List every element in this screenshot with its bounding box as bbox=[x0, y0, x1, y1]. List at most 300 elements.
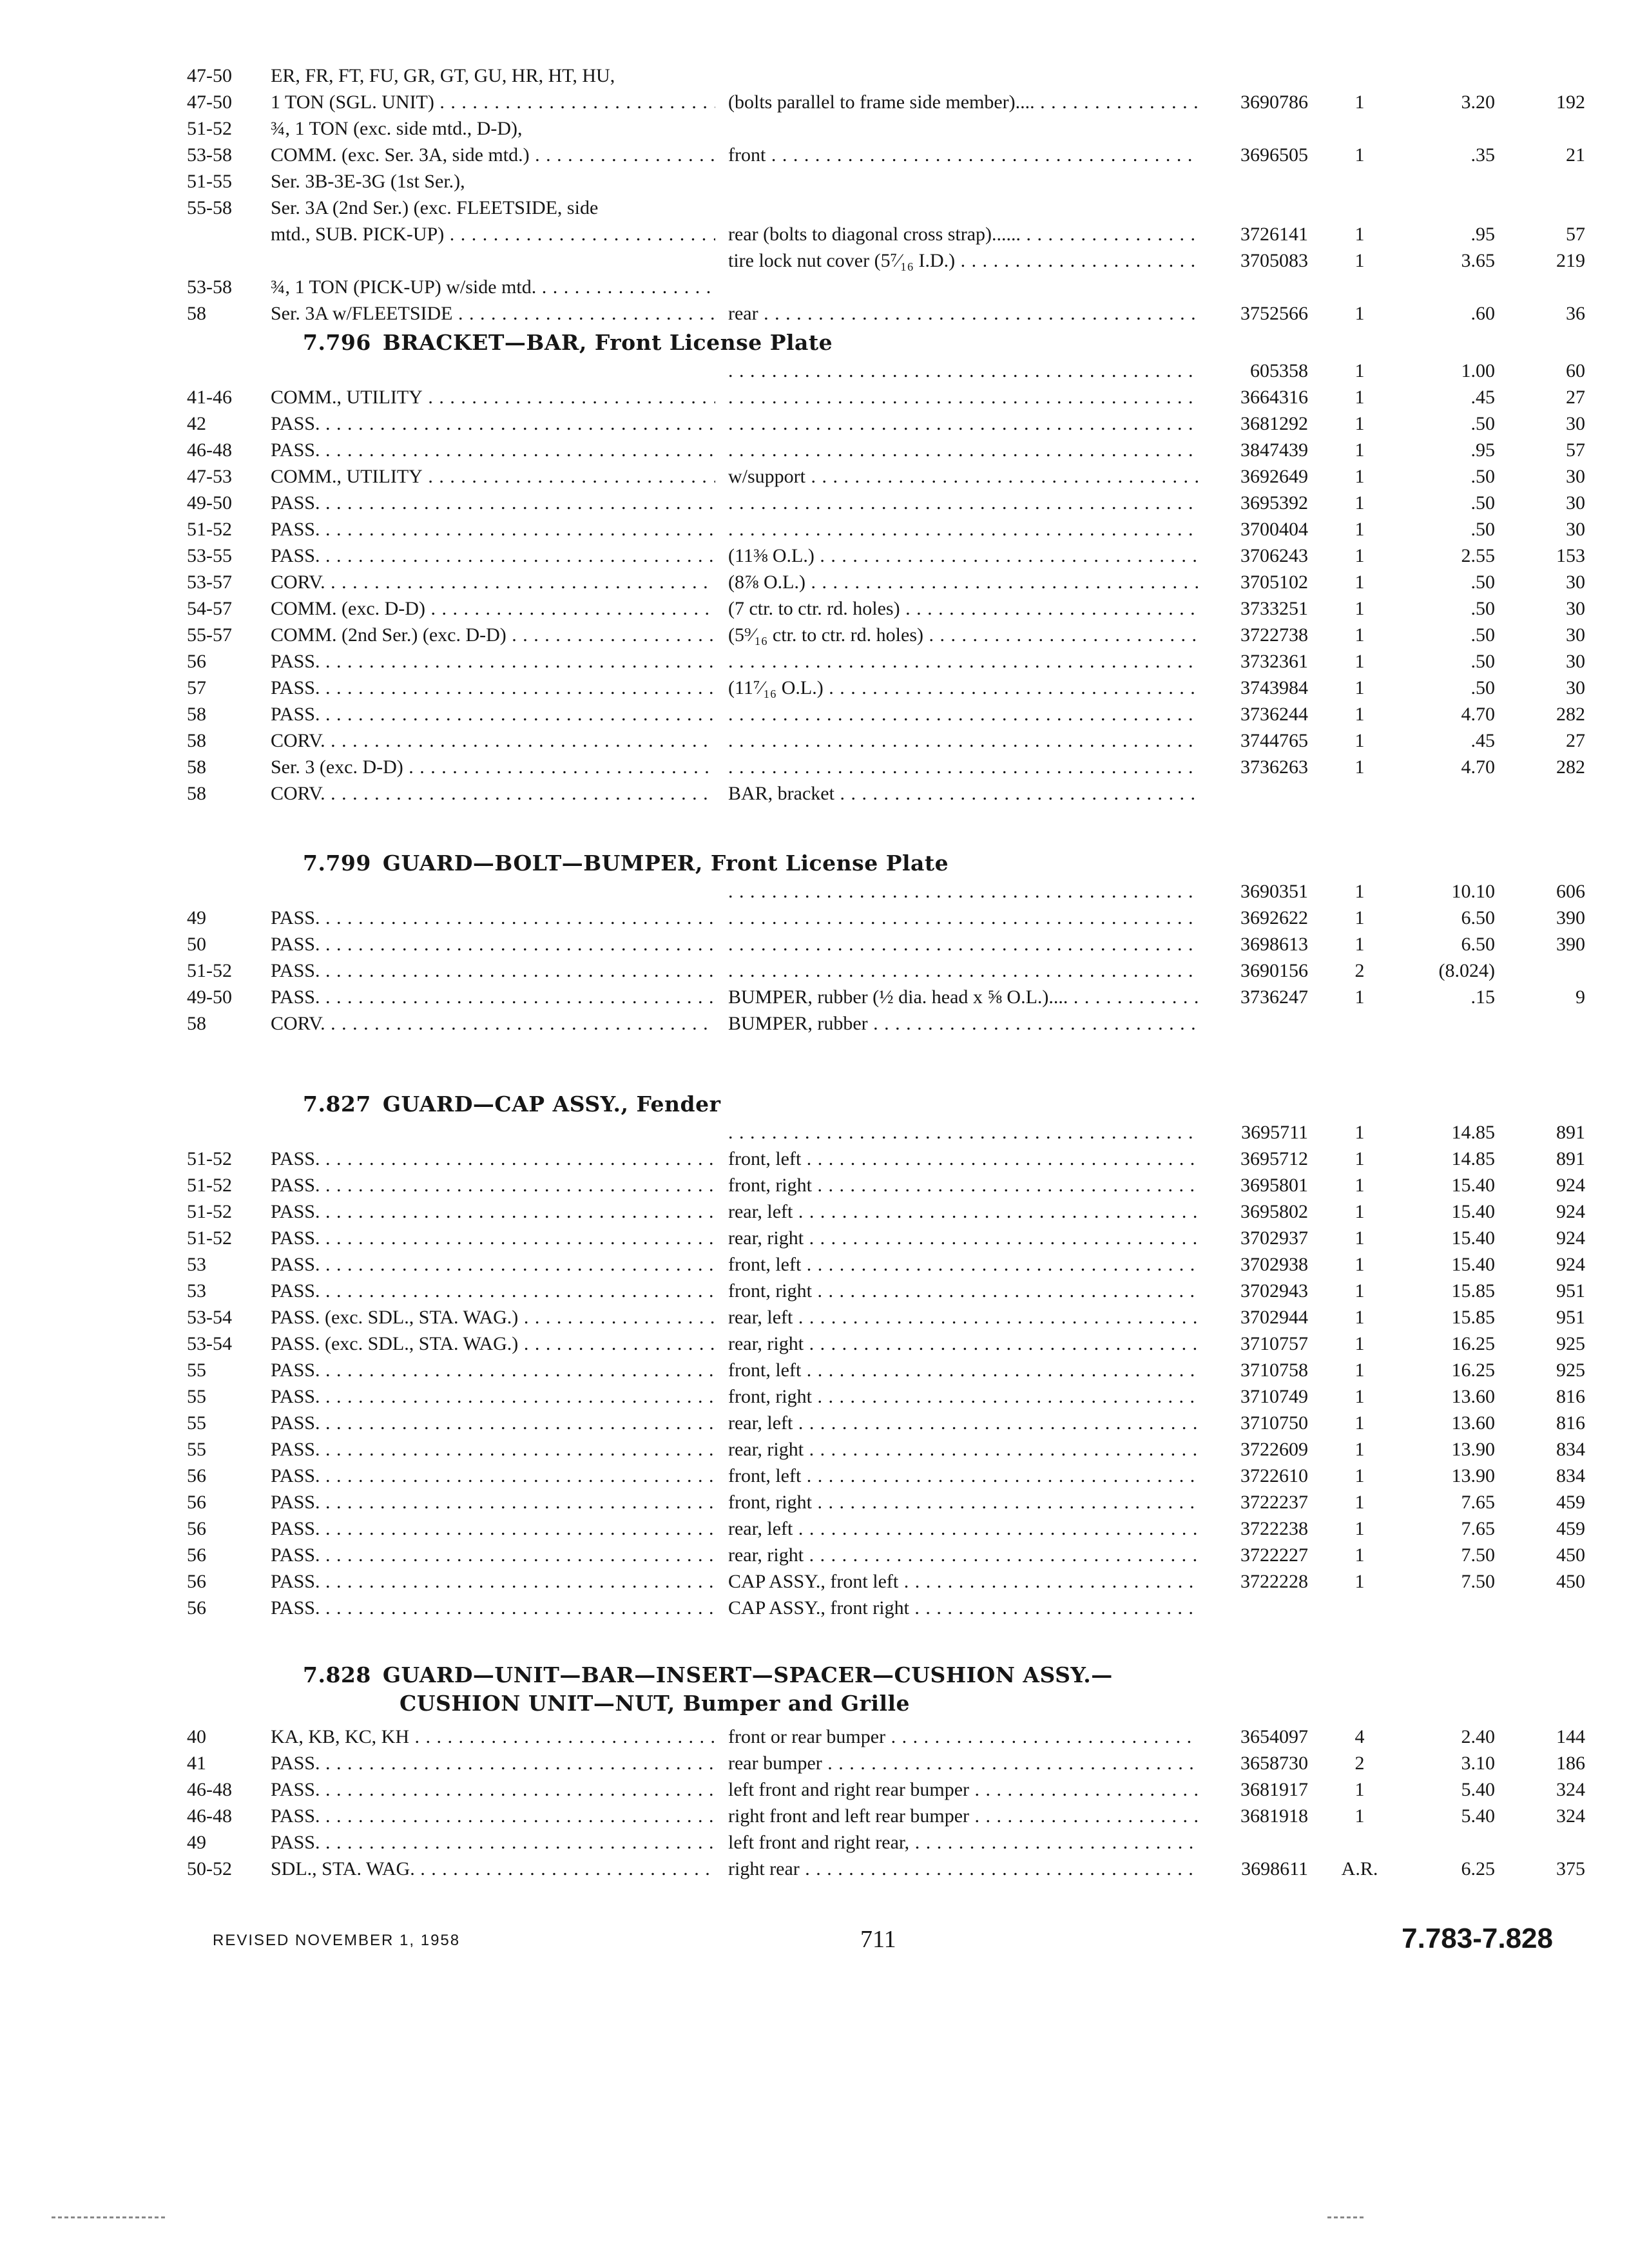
parts-row bbox=[187, 1595, 1605, 1624]
application: PASS. . . . bbox=[271, 1437, 715, 1463]
part-number: 3700404 bbox=[1240, 519, 1308, 540]
quantity: 1 bbox=[1354, 1307, 1365, 1328]
price-code: 924 bbox=[1556, 1201, 1585, 1222]
price-code: 30 bbox=[1566, 651, 1585, 672]
price-code: 834 bbox=[1556, 1439, 1585, 1460]
application: PASS. . . . bbox=[271, 1225, 715, 1251]
list-price: 7.50 bbox=[1461, 1544, 1495, 1566]
quantity: 1 bbox=[1354, 1360, 1365, 1381]
parts-row bbox=[187, 675, 1605, 704]
parts-row bbox=[187, 1173, 1605, 1201]
price-code: 450 bbox=[1556, 1571, 1585, 1592]
description: front or rear bumper . . . bbox=[728, 1724, 1199, 1750]
price-code: 450 bbox=[1556, 1544, 1585, 1566]
price-code: 30 bbox=[1566, 492, 1585, 514]
list-price: 10.10 bbox=[1451, 881, 1495, 902]
application: PASS. . . . bbox=[271, 517, 715, 543]
parts-row bbox=[187, 464, 1605, 492]
part-number: 3681292 bbox=[1240, 413, 1308, 434]
price-code: 390 bbox=[1556, 934, 1585, 955]
parts-row bbox=[187, 1410, 1605, 1439]
application: PASS. . . . bbox=[271, 437, 715, 463]
model-years: 56 bbox=[187, 1465, 206, 1486]
quantity: 1 bbox=[1354, 598, 1365, 619]
model-years: 46-48 bbox=[187, 1779, 232, 1800]
part-number: 3702938 bbox=[1240, 1254, 1308, 1275]
description: CAP ASSY., front right . . . bbox=[728, 1595, 1199, 1621]
parts-row bbox=[187, 301, 1605, 329]
model-years: 56 bbox=[187, 1544, 206, 1566]
list-price: 13.60 bbox=[1451, 1386, 1495, 1407]
quantity: 1 bbox=[1354, 730, 1365, 751]
model-years: 49 bbox=[187, 1832, 206, 1853]
parts-row bbox=[187, 1463, 1605, 1492]
part-number: 3726141 bbox=[1240, 224, 1308, 245]
part-number: 3710758 bbox=[1240, 1360, 1308, 1381]
description: rear, right . . . bbox=[728, 1331, 1199, 1357]
description bbox=[728, 385, 1199, 410]
description: rear, right . . . bbox=[728, 1542, 1199, 1568]
section-number: 7.827 bbox=[303, 1091, 371, 1117]
quantity: 1 bbox=[1354, 1175, 1365, 1196]
application: CORV. . . . bbox=[271, 728, 715, 754]
quantity: 2 bbox=[1354, 1753, 1365, 1774]
application: PASS. . . . bbox=[271, 1803, 715, 1829]
application: PASS. . . . bbox=[271, 1830, 715, 1856]
description bbox=[728, 1120, 1199, 1146]
list-price: 5.40 bbox=[1461, 1779, 1495, 1800]
section-number: 7.828 bbox=[303, 1662, 371, 1687]
price-code: 375 bbox=[1556, 1858, 1585, 1879]
quantity: 1 bbox=[1354, 387, 1365, 408]
model-years: 53-54 bbox=[187, 1333, 232, 1354]
list-price: 3.10 bbox=[1461, 1753, 1495, 1774]
list-price: 7.65 bbox=[1461, 1492, 1495, 1513]
list-price: 14.85 bbox=[1451, 1122, 1495, 1143]
parts-row bbox=[187, 543, 1605, 572]
quantity: 1 bbox=[1354, 1805, 1365, 1827]
parts-row bbox=[187, 142, 1605, 171]
list-price: .50 bbox=[1470, 598, 1495, 619]
description: front, left . . . bbox=[728, 1358, 1199, 1383]
list-price: .60 bbox=[1470, 303, 1495, 324]
list-price: .50 bbox=[1470, 413, 1495, 434]
description bbox=[728, 437, 1199, 463]
part-number: 3654097 bbox=[1240, 1726, 1308, 1747]
parts-row bbox=[187, 728, 1605, 756]
section-heading-continued bbox=[400, 1691, 910, 1716]
part-number: 3733251 bbox=[1240, 598, 1308, 619]
part-number: 3695712 bbox=[1240, 1148, 1308, 1169]
list-price: .95 bbox=[1470, 439, 1495, 461]
list-price: 16.25 bbox=[1451, 1360, 1495, 1381]
list-price: 7.65 bbox=[1461, 1518, 1495, 1539]
parts-row bbox=[187, 195, 1605, 224]
price-code: 30 bbox=[1566, 519, 1585, 540]
list-price: 6.50 bbox=[1461, 907, 1495, 928]
application: PASS. . . . bbox=[271, 1751, 715, 1776]
price-code: 30 bbox=[1566, 466, 1585, 487]
parts-row bbox=[187, 1331, 1605, 1360]
parts-row bbox=[187, 1490, 1605, 1518]
model-years: 51-55 bbox=[187, 171, 232, 192]
part-number: 3695801 bbox=[1240, 1175, 1308, 1196]
list-price: 14.85 bbox=[1451, 1148, 1495, 1169]
description bbox=[728, 728, 1199, 754]
model-years: 58 bbox=[187, 756, 206, 778]
parts-row bbox=[187, 754, 1605, 783]
list-price: 5.40 bbox=[1461, 1805, 1495, 1827]
description bbox=[728, 754, 1199, 780]
list-price: 1.00 bbox=[1461, 360, 1495, 381]
description: front, left . . . bbox=[728, 1463, 1199, 1489]
part-number: 3710757 bbox=[1240, 1333, 1308, 1354]
description: rear, left . . . bbox=[728, 1199, 1199, 1225]
quantity: 1 bbox=[1354, 144, 1365, 166]
price-code: 816 bbox=[1556, 1412, 1585, 1434]
list-price: 13.90 bbox=[1451, 1439, 1495, 1460]
price-code: 951 bbox=[1556, 1280, 1585, 1302]
section-heading bbox=[303, 1662, 1113, 1688]
quantity: 1 bbox=[1354, 1412, 1365, 1434]
price-code: 816 bbox=[1556, 1386, 1585, 1407]
description bbox=[728, 932, 1199, 957]
list-price: 2.55 bbox=[1461, 545, 1495, 566]
parts-row bbox=[187, 169, 1605, 197]
application: PASS. . . . bbox=[271, 1463, 715, 1489]
quantity: 1 bbox=[1354, 704, 1365, 725]
description: right front and left rear bumper . . . bbox=[728, 1803, 1199, 1829]
model-years: 54-57 bbox=[187, 598, 232, 619]
application: PASS. . . . bbox=[271, 1490, 715, 1515]
quantity: 1 bbox=[1354, 1779, 1365, 1800]
model-years: 46-48 bbox=[187, 1805, 232, 1827]
model-years: 53-54 bbox=[187, 1307, 232, 1328]
list-price: 15.40 bbox=[1451, 1201, 1495, 1222]
quantity: 1 bbox=[1354, 439, 1365, 461]
price-code: 459 bbox=[1556, 1492, 1585, 1513]
parts-row bbox=[187, 490, 1605, 519]
description bbox=[728, 958, 1199, 984]
quantity: 1 bbox=[1354, 1333, 1365, 1354]
page-number: 711 bbox=[860, 1926, 896, 1953]
price-code: 30 bbox=[1566, 624, 1585, 646]
list-price: 13.90 bbox=[1451, 1465, 1495, 1486]
description: right rear . . . bbox=[728, 1856, 1199, 1882]
description: tire lock nut cover (5⁷⁄₁₆ I.D.) . . . bbox=[728, 248, 1199, 274]
quantity: 1 bbox=[1354, 756, 1365, 778]
application: PASS. . . . bbox=[271, 1199, 715, 1225]
part-number: 3702944 bbox=[1240, 1307, 1308, 1328]
quantity: 1 bbox=[1354, 907, 1365, 928]
quantity: 1 bbox=[1354, 466, 1365, 487]
parts-row bbox=[187, 90, 1605, 118]
list-price: 15.40 bbox=[1451, 1175, 1495, 1196]
price-code: 324 bbox=[1556, 1805, 1585, 1827]
list-price: .95 bbox=[1470, 224, 1495, 245]
parts-row bbox=[187, 1516, 1605, 1544]
model-years: 42 bbox=[187, 413, 206, 434]
section-subtitle: Front License Plate bbox=[710, 850, 949, 876]
price-code: 924 bbox=[1556, 1227, 1585, 1249]
description: front, right . . . bbox=[728, 1490, 1199, 1515]
part-number: 3695392 bbox=[1240, 492, 1308, 514]
quantity: 1 bbox=[1354, 1439, 1365, 1460]
parts-row bbox=[187, 1830, 1605, 1858]
section-title: BRACKET—BAR, bbox=[382, 330, 587, 355]
part-number: 3690786 bbox=[1240, 91, 1308, 113]
list-price: .45 bbox=[1470, 387, 1495, 408]
part-number: 3698613 bbox=[1240, 934, 1308, 955]
list-price: .50 bbox=[1470, 572, 1495, 593]
application: ¾, 1 TON (exc. side mtd., D-D), bbox=[271, 118, 523, 139]
model-years: 50-52 bbox=[187, 1858, 232, 1879]
part-number: 3732361 bbox=[1240, 651, 1308, 672]
quantity: 1 bbox=[1354, 492, 1365, 514]
application: PASS. . . . bbox=[271, 411, 715, 437]
model-years: 51-52 bbox=[187, 1227, 232, 1249]
list-price: 3.20 bbox=[1461, 91, 1495, 113]
application: PASS. . . . bbox=[271, 649, 715, 675]
list-price: 2.40 bbox=[1461, 1726, 1495, 1747]
model-years: 56 bbox=[187, 1571, 206, 1592]
description: w/support . . . bbox=[728, 464, 1199, 490]
revision-date: REVISED NOVEMBER 1, 1958 bbox=[213, 1932, 461, 1949]
model-years: 51-52 bbox=[187, 960, 232, 981]
model-years: 49-50 bbox=[187, 492, 232, 514]
part-number: 3702943 bbox=[1240, 1280, 1308, 1302]
part-number: 3658730 bbox=[1240, 1753, 1308, 1774]
description: (5⁹⁄₁₆ ctr. to ctr. rd. holes) . . . bbox=[728, 622, 1199, 648]
model-years: 53-58 bbox=[187, 276, 232, 298]
parts-row bbox=[187, 1252, 1605, 1280]
quantity: 1 bbox=[1354, 303, 1365, 324]
section-title: GUARD—UNIT—BAR—INSERT—SPACER—CUSHION ASSY.— bbox=[382, 1662, 1113, 1687]
quantity: 1 bbox=[1354, 1148, 1365, 1169]
part-number: 3722610 bbox=[1240, 1465, 1308, 1486]
list-price: 4.70 bbox=[1461, 704, 1495, 725]
price-code: 925 bbox=[1556, 1360, 1585, 1381]
parts-row bbox=[187, 1225, 1605, 1254]
model-years: 53 bbox=[187, 1254, 206, 1275]
application: PASS. . . . bbox=[271, 958, 715, 984]
price-code: 282 bbox=[1556, 704, 1585, 725]
price-code: 924 bbox=[1556, 1175, 1585, 1196]
parts-row bbox=[187, 649, 1605, 677]
parts-row bbox=[187, 1777, 1605, 1805]
list-price: 3.65 bbox=[1461, 250, 1495, 271]
section-title: GUARD—BOLT—BUMPER, bbox=[382, 850, 703, 876]
part-number: 3706243 bbox=[1240, 545, 1308, 566]
parts-row bbox=[187, 385, 1605, 413]
parts-row bbox=[187, 1358, 1605, 1386]
application: PASS. . . . bbox=[271, 1358, 715, 1383]
parts-row bbox=[187, 958, 1605, 986]
quantity: 1 bbox=[1354, 1254, 1365, 1275]
description: (bolts parallel to frame side member).... . . . bbox=[728, 90, 1199, 115]
price-code: 27 bbox=[1566, 730, 1585, 751]
section-subtitle: Front License Plate bbox=[594, 330, 833, 355]
quantity: 1 bbox=[1354, 413, 1365, 434]
price-code: 951 bbox=[1556, 1307, 1585, 1328]
price-code: 891 bbox=[1556, 1148, 1585, 1169]
description: CAP ASSY., front left . . . bbox=[728, 1569, 1199, 1595]
description: (8⅞ O.L.) . . . bbox=[728, 570, 1199, 595]
application: ER, FR, FT, FU, GR, GT, GU, HR, HT, HU, bbox=[271, 65, 615, 86]
parts-row bbox=[187, 1569, 1605, 1597]
quantity: 1 bbox=[1354, 934, 1365, 955]
model-years: 58 bbox=[187, 783, 206, 804]
parts-row bbox=[187, 1542, 1605, 1571]
application: COMM. (2nd Ser.) (exc. D-D) . . . bbox=[271, 622, 715, 648]
parts-row bbox=[187, 596, 1605, 624]
model-years: 56 bbox=[187, 1597, 206, 1619]
application: COMM., UTILITY . . . bbox=[271, 464, 715, 490]
group-range: 7.783-7.828 bbox=[1402, 1923, 1553, 1954]
list-price: 15.85 bbox=[1451, 1307, 1495, 1328]
model-years: 47-50 bbox=[187, 91, 232, 113]
description bbox=[728, 411, 1199, 437]
list-price: 13.60 bbox=[1451, 1412, 1495, 1434]
application: PASS. . . . bbox=[271, 1595, 715, 1621]
model-years: 51-52 bbox=[187, 1148, 232, 1169]
model-years: 55-57 bbox=[187, 624, 232, 646]
parts-row bbox=[187, 1120, 1605, 1148]
quantity: 1 bbox=[1354, 986, 1365, 1008]
quantity: 1 bbox=[1354, 881, 1365, 902]
quantity: 1 bbox=[1354, 624, 1365, 646]
model-years: 47-50 bbox=[187, 65, 232, 86]
parts-row bbox=[187, 358, 1605, 387]
model-years: 56 bbox=[187, 1518, 206, 1539]
model-years: 55 bbox=[187, 1360, 206, 1381]
application: PASS. (exc. SDL., STA. WAG.) . . . bbox=[271, 1331, 715, 1357]
list-price: .15 bbox=[1470, 986, 1495, 1008]
list-price: 15.85 bbox=[1451, 1280, 1495, 1302]
application: COMM., UTILITY . . . bbox=[271, 385, 715, 410]
part-number: 3722228 bbox=[1240, 1571, 1308, 1592]
application: PASS. . . . bbox=[271, 985, 715, 1010]
part-number: 3692649 bbox=[1240, 466, 1308, 487]
application: PASS. . . . bbox=[271, 1252, 715, 1278]
part-number: 3847439 bbox=[1240, 439, 1308, 461]
application: CORV. . . . bbox=[271, 570, 715, 595]
description bbox=[728, 490, 1199, 516]
part-number: 3681917 bbox=[1240, 1779, 1308, 1800]
section-number: 7.799 bbox=[303, 850, 371, 876]
price-code: 30 bbox=[1566, 572, 1585, 593]
model-years: 47-53 bbox=[187, 466, 232, 487]
description: rear, right . . . bbox=[728, 1225, 1199, 1251]
model-years: 46-48 bbox=[187, 439, 232, 461]
price-code: 219 bbox=[1556, 250, 1585, 271]
quantity: 1 bbox=[1354, 1571, 1365, 1592]
description: left front and right rear, . . . bbox=[728, 1830, 1199, 1856]
part-number: 3705083 bbox=[1240, 250, 1308, 271]
quantity: 2 bbox=[1354, 960, 1365, 981]
list-price: 6.50 bbox=[1461, 934, 1495, 955]
parts-row bbox=[187, 437, 1605, 466]
parts-row bbox=[187, 1803, 1605, 1832]
section-heading bbox=[303, 1091, 721, 1117]
part-number: 3690156 bbox=[1240, 960, 1308, 981]
price-code: 891 bbox=[1556, 1122, 1585, 1143]
parts-row bbox=[187, 1305, 1605, 1333]
part-number: 3695711 bbox=[1241, 1122, 1308, 1143]
price-code: 36 bbox=[1566, 303, 1585, 324]
model-years: 57 bbox=[187, 677, 206, 698]
description bbox=[728, 879, 1199, 905]
part-number: 3722609 bbox=[1240, 1439, 1308, 1460]
description: rear, left . . . bbox=[728, 1305, 1199, 1331]
model-years: 58 bbox=[187, 730, 206, 751]
price-code: 324 bbox=[1556, 1779, 1585, 1800]
parts-row bbox=[187, 1724, 1605, 1753]
list-price: (8.024) bbox=[1438, 960, 1495, 981]
price-code: 30 bbox=[1566, 677, 1585, 698]
application: PASS. . . . bbox=[271, 1516, 715, 1542]
model-years: 53-55 bbox=[187, 545, 232, 566]
list-price: .50 bbox=[1470, 677, 1495, 698]
application: Ser. 3 (exc. D-D) . . . bbox=[271, 754, 715, 780]
list-price: 4.70 bbox=[1461, 756, 1495, 778]
application: PASS. . . . bbox=[271, 702, 715, 727]
quantity: A.R. bbox=[1341, 1858, 1378, 1879]
quantity: 1 bbox=[1354, 360, 1365, 381]
part-number: 3736247 bbox=[1240, 986, 1308, 1008]
quantity: 1 bbox=[1354, 1386, 1365, 1407]
parts-row bbox=[187, 879, 1605, 907]
model-years: 49-50 bbox=[187, 986, 232, 1008]
application: mtd., SUB. PICK-UP) . . . bbox=[271, 222, 715, 247]
section-title: GUARD—CAP ASSY., bbox=[382, 1091, 629, 1117]
description: rear (bolts to diagonal cross strap)...... . . . bbox=[728, 222, 1199, 247]
model-years: 53 bbox=[187, 1280, 206, 1302]
price-code: 282 bbox=[1556, 756, 1585, 778]
quantity: 1 bbox=[1354, 572, 1365, 593]
description bbox=[728, 905, 1199, 931]
description: (7 ctr. to ctr. rd. holes) . . . bbox=[728, 596, 1199, 622]
page-footer bbox=[213, 1923, 1553, 1961]
parts-row bbox=[187, 517, 1605, 545]
part-number: 3710750 bbox=[1240, 1412, 1308, 1434]
parts-row bbox=[187, 248, 1605, 276]
price-code: 390 bbox=[1556, 907, 1585, 928]
model-years: 58 bbox=[187, 303, 206, 324]
application: PASS. . . . bbox=[271, 1146, 715, 1172]
model-years: 55 bbox=[187, 1412, 206, 1434]
model-years: 51-52 bbox=[187, 1175, 232, 1196]
model-years: 49 bbox=[187, 907, 206, 928]
quantity: 1 bbox=[1354, 224, 1365, 245]
section-subtitle: Fender bbox=[636, 1091, 721, 1117]
price-code: 144 bbox=[1556, 1726, 1585, 1747]
application: Ser. 3A (2nd Ser.) (exc. FLEETSIDE, side bbox=[271, 197, 599, 218]
description: front, right . . . bbox=[728, 1173, 1199, 1198]
price-code: 30 bbox=[1566, 413, 1585, 434]
parts-row bbox=[187, 1751, 1605, 1779]
price-code: 606 bbox=[1556, 881, 1585, 902]
price-code: 924 bbox=[1556, 1254, 1585, 1275]
model-years: 41-46 bbox=[187, 387, 232, 408]
description bbox=[728, 702, 1199, 727]
part-number: 3736263 bbox=[1240, 756, 1308, 778]
price-code: 925 bbox=[1556, 1333, 1585, 1354]
parts-row bbox=[187, 781, 1605, 809]
description: front, right . . . bbox=[728, 1278, 1199, 1304]
description: rear . . . bbox=[728, 301, 1199, 327]
list-price: .35 bbox=[1470, 144, 1495, 166]
